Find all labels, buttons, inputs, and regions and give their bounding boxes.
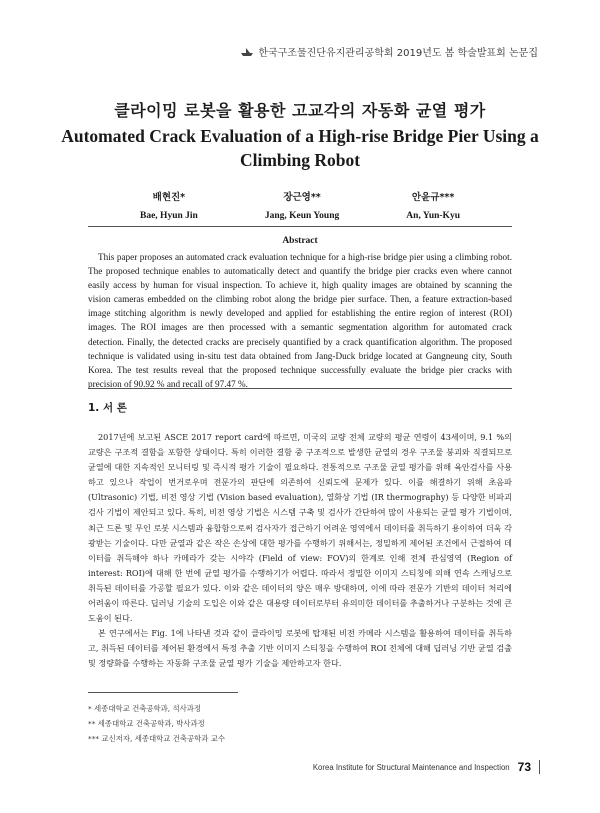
title-korean: 클라이밍 로봇을 활용한 고교각의 자동화 균열 평가 <box>114 101 486 120</box>
footer-divider <box>539 760 540 774</box>
footnote: *** 교신저자, 세종대학교 건축공학과 교수 <box>88 734 226 743</box>
page-number: 73 <box>517 760 531 774</box>
running-header <box>240 44 538 59</box>
paragraph: 2017년에 보고된 ASCE 2017 report card에 따르면, 미국의 교량 전체 교량의 평균 연령이 43세이며, 9.1 %의 교량은 구조적 결함을 포함한 상태이다. 특히 이러한 결함 중 구조적으로 발생한 균열의 경우 구조물 붕괴와 직결되므로 균열에 대한 지속적인 모니터링 및 즉시적 평가 기술이 필요하다. 전통적으로 구조물 균열 평가를 위해 육안검사를 사용하고 있으나 작업이 번거로우며 전문가의 판단에 의존하여 신뢰도에 문제가 있다. 이를 해결하기 위해 초음파 (Ultrasonic) 기법, 비전 영상 기법 (Vision based evaluation), 열화상 기법 (IR thermography) 등 다양한 비파괴 검사 기법이 제안되고 있다. 특히, 비전 영상 기법은 시스템 구축 및 검사가 간단하여 많이 사용되는 균열 평가 기법이며, 최근 드론 및 무인 로봇 시스템과 융합함으로써 검사자가 접근하기 어려운 영역에서 데이터를 취득하기 용이하여 더욱 각광받는 기술이다. 다만 균열과 같은 작은 손상에 대한 평가를 수행하기 위해서는, 정밀하게 제어된 조건에서 근접하여 데이터를 취득해야 하나 카메라가 갖는 시야각 (Field of view: FOV)의 한계로 인해 전체 관심영역 (Region of interest: ROI)에 대해 한 번에 균열 평가를 수행하기가 어렵다. 따라서 정밀한 이미지 스티칭에 의해 연속 스캐닝으로 취득된 데이터를 가공할 필요가 있다. 이와 같은 데이터의 양은 매우 방대하며, 이에 따라 전문가 기반의 데이터 처리에 어려움이 따른다. 딥러닝 기술의 도입은 이와 같은 대용량 데이터로부터 유의미한 데이터를 추출하거나 구분하는 것에 큰 도움이 된다. <box>88 432 512 624</box>
author-name-en: An, Yun-Kyu <box>406 211 460 221</box>
footnotes <box>88 701 388 746</box>
abstract-text: This paper proposes an automated crack evaluation technique for a high-rise bridge pier using a climbing robot. The proposed technique enables to automatically detect and quantify the bridge pier cracks even where cannot easily access by human for visual inspection. To achieve it, high quality images are obtained by scanning the vision cameras embedded on the climbing robot along the bridge pier surface. Then, a feature extraction-based image stitching algorithm is newly developed and applied for establishing the entire region of interest (ROI) images. The ROI images are then processed with a semantic segmentation algorithm for automated crack detection. Finally, the detected cracks are precisely quantified by a crack quantification algorithm. The proposed technique is validated using in-situ test data obtained from Jang-Duck bridge located at Gangneung city, South Korea. The test results reveal that the proposed technique successfully evaluate the bridge pier cracks with precision of 90.92 % and recall of 97.47 %. <box>88 252 512 389</box>
author-2 <box>265 189 339 225</box>
author-name-ko: 장근영** <box>283 192 321 203</box>
author-name-en: Bae, Hyun Jin <box>140 211 198 221</box>
author-1 <box>140 189 198 225</box>
footer-org: Korea Institute for Structural Maintenance and Inspection <box>312 762 510 772</box>
author-name-ko: 안윤규*** <box>411 192 455 203</box>
paragraph: 본 연구에서는 Fig. 1에 나타낸 것과 같이 클라이밍 로봇에 탑재된 비전 카메라 시스템을 활용하여 데이터를 취득하고, 취득된 데이터를 제어된 환경에서 특정 추출 기반 이미지 스티칭을 수행하여 ROI 전체에 대해 딥러닝 기반 균열 검출 및 정량화를 수행하는 자동화 구조물 균열 평가 기술을 제안하고자 한다. <box>88 628 512 669</box>
author-3 <box>406 189 460 225</box>
section-heading: 1. 서 론 <box>88 402 127 414</box>
footnote: * 세종대학교 건축공학과, 석사과정 <box>88 704 202 713</box>
footnote-rule <box>88 692 238 693</box>
ship-icon <box>240 47 254 57</box>
title-english: Automated Crack Evaluation of a High-rise Bridge Pier Using a Climbing Robot <box>61 126 539 170</box>
header-text: 한국구조물진단유지관리공학회 2019년도 봄 학술발표회 논문집 <box>258 48 538 59</box>
body-text <box>88 430 512 672</box>
author-name-ko: 배현진* <box>152 192 186 203</box>
abstract-top-rule <box>88 226 512 227</box>
abstract-heading: Abstract <box>282 236 318 246</box>
footnote: ** 세종대학교 건축공학과, 박사과정 <box>88 719 205 728</box>
author-list <box>140 189 460 225</box>
page-footer <box>313 760 540 774</box>
author-name-en: Jang, Keun Young <box>264 211 340 221</box>
abstract-bottom-rule <box>88 388 512 389</box>
